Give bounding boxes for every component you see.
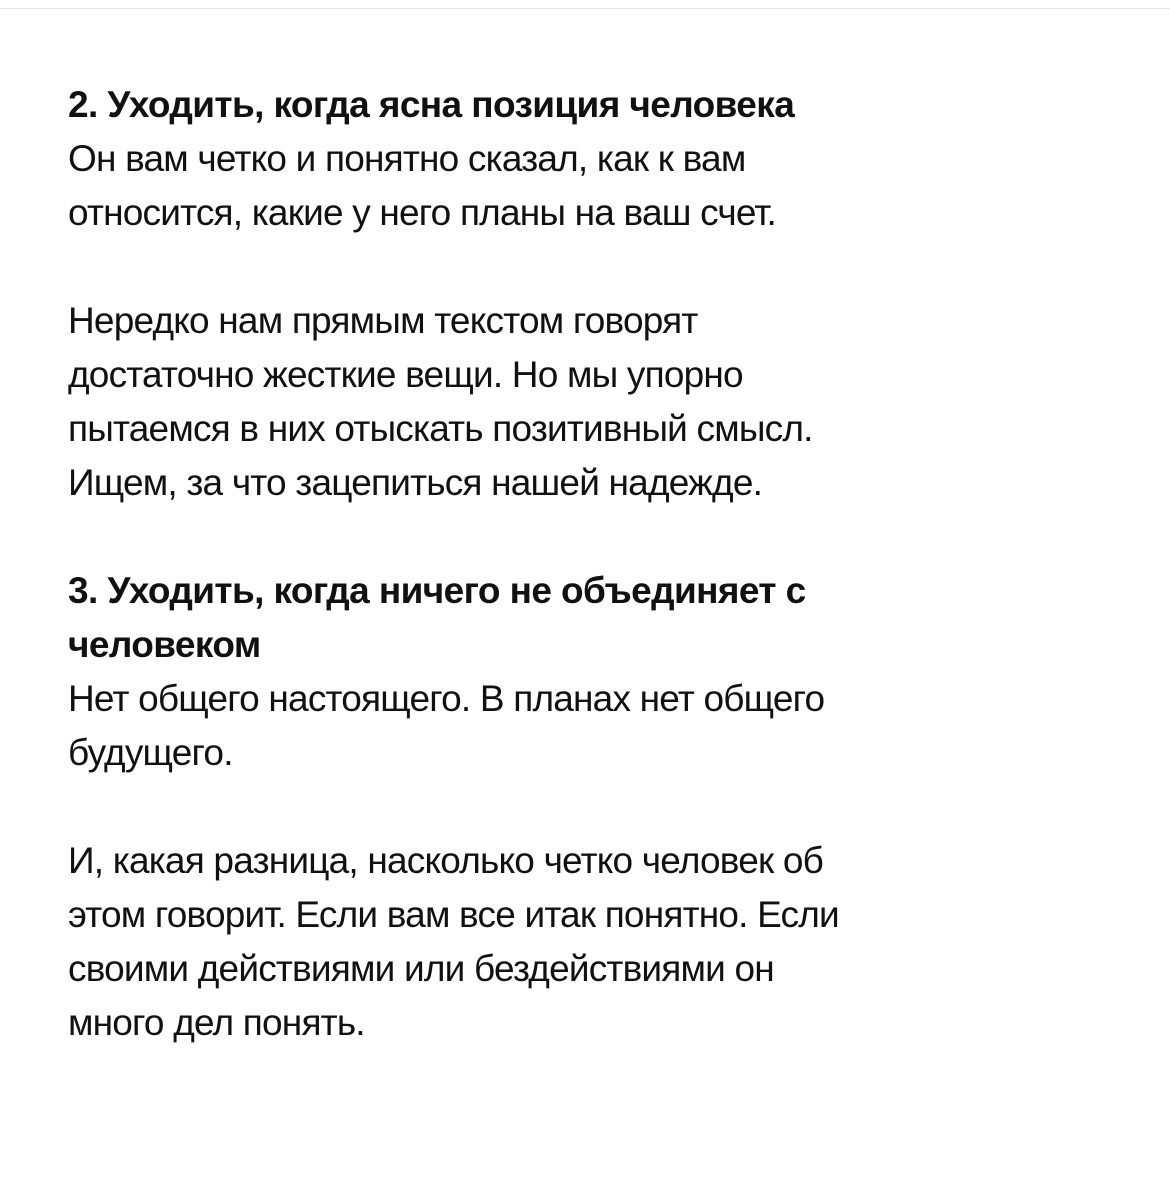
paragraph: [68, 834, 1128, 1050]
section-heading: [68, 78, 1128, 132]
article-body: [68, 78, 1128, 1050]
section-2: [68, 78, 1128, 510]
text-line: этом говорит. Если вам все итак понятно. Если: [68, 894, 839, 935]
text-line: Он вам четко и понятно сказал, как к вам: [68, 138, 746, 179]
text-line: И, какая разница, насколько четко человек об: [68, 840, 824, 881]
text-line: своими действиями или бездействиями он: [68, 948, 774, 989]
text-line: Нет общего настоящего. В планах нет общего: [68, 678, 825, 719]
heading-line: 2. Уходить, когда ясна позиция человека: [68, 84, 795, 125]
paragraph-gap: [68, 240, 1128, 294]
section-heading: [68, 564, 1128, 672]
text-line: будущего.: [68, 732, 233, 773]
top-divider: [0, 8, 1170, 9]
text-line: пытаемся в них отыскать позитивный смысл.: [68, 408, 813, 449]
paragraph: [68, 132, 1128, 240]
paragraph-gap: [68, 780, 1128, 834]
text-line: достаточно жесткие вещи. Но мы упорно: [68, 354, 743, 395]
heading-line: 3. Уходить, когда ничего не объединяет с: [68, 570, 806, 611]
section-gap: [68, 510, 1128, 564]
text-line: много дел понять.: [68, 1002, 365, 1043]
paragraph: [68, 672, 1128, 780]
text-line: Ищем, за что зацепиться нашей надежде.: [68, 462, 763, 503]
section-3: [68, 564, 1128, 1050]
text-line: относится, какие у него планы на ваш счет.: [68, 192, 776, 233]
text-line: Нередко нам прямым текстом говорят: [68, 300, 698, 341]
heading-line: человеком: [68, 624, 261, 665]
paragraph: [68, 294, 1128, 510]
